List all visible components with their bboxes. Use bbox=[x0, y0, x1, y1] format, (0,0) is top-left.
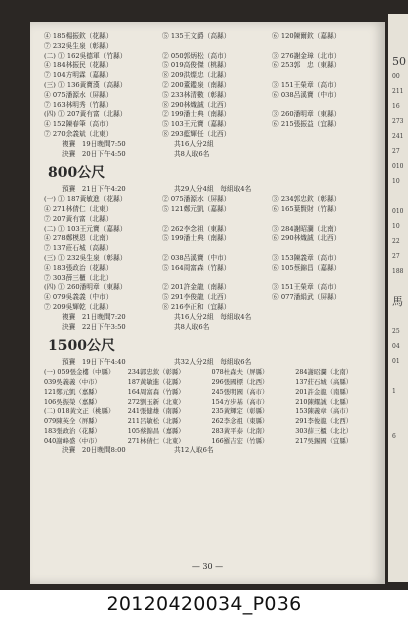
event-heading-800m: 800公尺 bbox=[48, 165, 106, 182]
heat-row bbox=[44, 32, 379, 42]
adjacent-page-fragment: 27 bbox=[392, 148, 400, 155]
heat-row bbox=[44, 130, 379, 140]
adjacent-page-fragment: 01 bbox=[392, 358, 400, 365]
athlete-entry: ④ 183張政治（花縣） bbox=[44, 263, 113, 272]
adjacent-page-fragment: 22 bbox=[392, 238, 400, 245]
athlete-entry: 201許金龍（南縣） bbox=[295, 387, 353, 396]
image-caption: 20120420034_P036 bbox=[106, 593, 302, 615]
round-schedule: 決賽 20日下午4:50 bbox=[62, 149, 126, 158]
adjacent-page-fragment: 10 bbox=[392, 223, 400, 230]
round-schedule: 複賽 21日晚間7:20 bbox=[62, 312, 126, 321]
round-format: 共32人分2組 每組取6名 bbox=[174, 358, 252, 367]
heat-row bbox=[44, 61, 379, 71]
athlete-entry: ⑤ 164周富森（竹縣） bbox=[162, 263, 231, 272]
heat-row bbox=[44, 388, 379, 398]
heat-row bbox=[44, 407, 379, 417]
heat-row bbox=[44, 293, 379, 303]
athlete-entry: ③ 260潘明章（東縣） bbox=[272, 110, 341, 119]
round-info-row bbox=[44, 446, 379, 456]
athlete-entry: ⑤ 291李俊龍（北西） bbox=[162, 293, 231, 302]
athlete-entry: ④ 185楊振欽（花縣） bbox=[44, 32, 113, 40]
athlete-entry: 137莊石城（高縣） bbox=[295, 377, 353, 386]
adjacent-page-fragment: 25 bbox=[392, 328, 400, 335]
heat-row bbox=[44, 368, 379, 378]
heat-row bbox=[44, 274, 379, 284]
athlete-entry: ④ 278鄭模恩（北南） bbox=[44, 234, 113, 243]
athlete-entry: ⑦ 104方明霖（嘉縣） bbox=[44, 71, 113, 80]
athlete-entry: 079陳英全（屏縣） bbox=[44, 417, 101, 426]
athlete-entry: ⑥ 038呂溪寶（中市） bbox=[272, 90, 341, 99]
athlete-entry: ④ 184林振民（花縣） bbox=[44, 61, 113, 70]
section-800m-heats bbox=[44, 195, 379, 313]
heat-row bbox=[44, 437, 379, 447]
athlete-entry: ⑦ 232吳生泉（彰縣） bbox=[44, 41, 113, 50]
athlete-entry bbox=[162, 215, 272, 225]
heat-row bbox=[44, 52, 379, 62]
athlete-entry bbox=[162, 42, 272, 52]
adjacent-page-edge bbox=[388, 14, 408, 582]
athlete-entry: ④ 152陳春筆（高市） bbox=[44, 120, 113, 129]
athlete-entry: 235黃輝定（彰縣） bbox=[211, 407, 269, 416]
heat-row bbox=[44, 120, 379, 130]
athlete-entry: ② 075潘源水（屏縣） bbox=[162, 195, 231, 204]
athlete-entry: ⑧ 293藍輝任（北西） bbox=[162, 129, 231, 138]
athlete-entry: 166羅吉宏（竹縣） bbox=[211, 436, 269, 445]
athlete-entry: 284謝昭瀾（北南） bbox=[295, 368, 353, 377]
adjacent-page-fragment: 010 bbox=[392, 208, 404, 215]
adjacent-page-fragment: 6 bbox=[392, 433, 396, 440]
heat-row bbox=[44, 427, 379, 437]
section-1500m-info2 bbox=[44, 446, 379, 456]
athlete-entry: ② 201許金龍（南縣） bbox=[162, 283, 231, 292]
round-format: 共8人取6名 bbox=[174, 322, 210, 331]
adjacent-page-fragment: 273 bbox=[392, 118, 404, 125]
athlete-entry: (三) ① 232吳生泉（彰縣） bbox=[44, 253, 127, 262]
athlete-entry bbox=[272, 130, 379, 140]
heat-row bbox=[44, 71, 379, 81]
athlete-entry: ⑤ 233林清數（彰縣） bbox=[162, 90, 231, 99]
athlete-entry: ③ 276謝金璋（北市） bbox=[272, 51, 341, 60]
athlete-entry: ④ 079吳義義（中市） bbox=[44, 293, 113, 302]
round-schedule: 預賽 21日下午4:20 bbox=[62, 185, 126, 194]
round-format: 共12人取6名 bbox=[174, 446, 214, 455]
athlete-entry: 271林倩仁（北東） bbox=[127, 436, 185, 445]
heat-row bbox=[44, 110, 379, 120]
athlete-entry: ⑦ 303薛三櫃（北北） bbox=[44, 273, 113, 282]
adjacent-page-fragment: 211 bbox=[392, 88, 404, 95]
heat-row bbox=[44, 91, 379, 101]
round-format: 共16人分2組 每組取4名 bbox=[174, 312, 252, 321]
athlete-entry: ⑧ 290林熾誠（北西） bbox=[162, 100, 231, 109]
athlete-entry bbox=[162, 274, 272, 284]
adjacent-page-fragment: 10 bbox=[392, 178, 400, 185]
athlete-entry: ③ 151王榮章（高市） bbox=[272, 80, 341, 89]
athlete-entry: 164周富森（竹縣） bbox=[127, 387, 185, 396]
athlete-entry: ② 262李念祖（東縣） bbox=[162, 224, 231, 233]
heat-row bbox=[44, 42, 379, 52]
athlete-entry: (四) ① 207黃有富（北縣） bbox=[44, 110, 127, 119]
adjacent-page-fragment: 241 bbox=[392, 133, 404, 140]
athlete-entry: 217吳錫國（宜縣） bbox=[295, 436, 353, 445]
round-info-row bbox=[44, 313, 379, 323]
athlete-entry: ⑤ 103王元寶（嘉縣） bbox=[162, 120, 231, 129]
athlete-entry: 211呂敏松（北縣） bbox=[127, 417, 185, 426]
round-schedule: 決賽 22日下午3:50 bbox=[62, 322, 126, 331]
athlete-entry: 154方步基（高市） bbox=[211, 397, 269, 406]
heat-row bbox=[44, 303, 379, 313]
athlete-entry: 283黃平泰（北南） bbox=[211, 426, 269, 435]
athlete-entry: 272劉玉新（北東） bbox=[127, 397, 185, 406]
athlete-entry: ③ 151王榮章（高市） bbox=[272, 283, 341, 292]
event-heading-1500m: 1500公尺 bbox=[48, 338, 115, 355]
adjacent-page-fragment: 00 bbox=[392, 73, 400, 80]
athlete-entry: 296張國標（北西） bbox=[211, 377, 269, 386]
adjacent-page-fragment: 50 bbox=[392, 55, 406, 68]
athlete-entry: 210陳耀誠（北縣） bbox=[295, 397, 353, 406]
athlete-entry: ⑥ 253郭 忠（東縣） bbox=[272, 61, 341, 70]
page-content bbox=[44, 32, 379, 456]
heat-row bbox=[44, 254, 379, 264]
heat-row bbox=[44, 234, 379, 244]
athlete-entry: (二) ① 162吳德軍（竹縣） bbox=[44, 51, 127, 60]
section-top-info bbox=[44, 140, 379, 160]
athlete-entry: 183張政治（花縣） bbox=[44, 426, 101, 435]
adjacent-page-fragment: 1 bbox=[392, 388, 396, 395]
round-format: 共16人分2組 bbox=[174, 139, 214, 148]
athlete-entry: (二) 018黃文正（桃縣） bbox=[44, 407, 115, 416]
athlete-entry: 187黃敏進（花縣） bbox=[127, 377, 185, 386]
adjacent-page-fragment: 馬 bbox=[392, 295, 403, 308]
athlete-entry: 262李念祖（東縣） bbox=[211, 417, 269, 426]
athlete-entry bbox=[272, 215, 379, 225]
athlete-entry bbox=[272, 71, 379, 81]
round-info-row bbox=[44, 358, 379, 368]
adjacent-page-fragment: 16 bbox=[392, 103, 400, 110]
athlete-entry: 303薛三櫃（北北） bbox=[295, 426, 353, 435]
round-info-row bbox=[44, 150, 379, 160]
athlete-entry: ⑤ 121鄭元凱（嘉縣） bbox=[162, 204, 231, 213]
athlete-entry: (四) ① 260潘明章（東縣） bbox=[44, 283, 127, 292]
heat-row bbox=[44, 205, 379, 215]
athlete-entry: 121鄭元凱（嘉縣） bbox=[44, 387, 101, 396]
athlete-entry: ⑥ 215張振益（宜縣） bbox=[272, 120, 341, 129]
athlete-entry: 241張健雄（南縣） bbox=[127, 407, 185, 416]
athlete-entry: (二) ① 103王元寶（嘉縣） bbox=[44, 224, 127, 233]
athlete-entry: ⑧ 209洪燦忠（北縣） bbox=[162, 71, 231, 80]
heat-row bbox=[44, 378, 379, 388]
athlete-entry: ② 050郭炳松（高市） bbox=[162, 51, 231, 60]
athlete-entry bbox=[272, 274, 379, 284]
section-800m-info bbox=[44, 185, 379, 195]
athlete-entry: 039吳義義（中市） bbox=[44, 377, 101, 386]
athlete-entry: 040謝峰盛（中市） bbox=[44, 436, 101, 445]
adjacent-page-fragment: 04 bbox=[392, 343, 400, 350]
athlete-entry: 105蔡錦昌（嘉縣） bbox=[127, 426, 185, 435]
athlete-entry: ⑤ 199潘士典（南縣） bbox=[162, 234, 231, 243]
athlete-entry: ⑥ 165葉賢財（竹縣） bbox=[272, 204, 341, 213]
athlete-entry: 245張明國（高市） bbox=[211, 387, 269, 396]
athlete-entry bbox=[272, 101, 379, 111]
section-top-heats bbox=[44, 32, 379, 140]
round-info-row bbox=[44, 185, 379, 195]
section-800m-info2 bbox=[44, 313, 379, 333]
athlete-entry: ⑥ 105蔡錦昌（嘉縣） bbox=[272, 263, 341, 272]
athlete-entry: ⑦ 137莊石城（高縣） bbox=[44, 244, 113, 253]
athlete-entry: ⑧ 216李正和（宜縣） bbox=[162, 302, 231, 311]
athlete-entry: ⑦ 209吳輝乾（北縣） bbox=[44, 302, 113, 311]
heat-row bbox=[44, 398, 379, 408]
athlete-entry bbox=[272, 42, 379, 52]
athlete-entry: ③ 234郭忠欽（彰縣） bbox=[272, 195, 341, 204]
page-number: — 30 — bbox=[191, 562, 224, 571]
athlete-entry: ④ 271林倩仁（北東） bbox=[44, 204, 113, 213]
athlete-entry: ④ 075潘源水（屏縣） bbox=[44, 90, 113, 99]
athlete-entry: 234郭忠欽（彰縣） bbox=[127, 368, 185, 377]
heat-row bbox=[44, 283, 379, 293]
round-schedule: 複賽 19日晚間7:50 bbox=[62, 139, 126, 148]
athlete-entry: ② 200董鑑泉（南縣） bbox=[162, 80, 231, 89]
athlete-entry: 078杜森夫（屏縣） bbox=[211, 368, 269, 377]
athlete-entry: ⑤ 019高俊傑（桃縣） bbox=[162, 61, 231, 70]
heat-row bbox=[44, 101, 379, 111]
heat-row bbox=[44, 264, 379, 274]
round-format: 共29人分4組 每組取4名 bbox=[174, 185, 252, 194]
program-page bbox=[30, 22, 385, 584]
athlete-entry: ⑦ 207黃有富（北縣） bbox=[44, 214, 113, 223]
athlete-entry: ③ 284謝昭瀾（北南） bbox=[272, 224, 341, 233]
athlete-entry: (一) ① 187黃敏進（花縣） bbox=[44, 195, 127, 204]
section-1500m-info bbox=[44, 358, 379, 368]
athlete-entry: ⑥ 290林熾誠（北西） bbox=[272, 234, 341, 243]
round-format: 共8人取6名 bbox=[174, 149, 210, 158]
heat-row bbox=[44, 225, 379, 235]
round-schedule: 預賽 19日下午4:40 bbox=[62, 358, 126, 367]
adjacent-page-fragment: 010 bbox=[392, 163, 404, 170]
athlete-entry: ③ 153陳義章（高市） bbox=[272, 253, 341, 262]
heat-row bbox=[44, 81, 379, 91]
heat-row bbox=[44, 244, 379, 254]
athlete-entry bbox=[272, 303, 379, 313]
round-info-row bbox=[44, 140, 379, 150]
heat-row bbox=[44, 417, 379, 427]
athlete-entry: ⑥ 120陳爾欽（嘉縣） bbox=[272, 32, 341, 40]
round-info-row bbox=[44, 323, 379, 333]
heat-row bbox=[44, 215, 379, 225]
athlete-entry: ② 199潘士典（南縣） bbox=[162, 110, 231, 119]
round-schedule: 決賽 20日晚間8:00 bbox=[62, 446, 126, 455]
athlete-entry: (三) ① 136黃寶漢（高縣） bbox=[44, 80, 127, 89]
adjacent-page-fragment: 188 bbox=[392, 268, 404, 275]
athlete-entry: ⑦ 270余義斌（北東） bbox=[44, 129, 113, 138]
athlete-entry: (一) 059張金樓（中縣） bbox=[44, 368, 115, 377]
athlete-entry bbox=[272, 244, 379, 254]
athlete-entry: ⑤ 135王文爵（高縣） bbox=[162, 32, 231, 40]
athlete-entry bbox=[162, 244, 272, 254]
section-1500m-heats bbox=[44, 368, 379, 446]
athlete-entry: 106吳振榮（嘉縣） bbox=[44, 397, 101, 406]
athlete-entry: ⑦ 163林明秀（竹縣） bbox=[44, 100, 113, 109]
athlete-entry: 291李俊龍（北西） bbox=[295, 417, 353, 426]
heat-row bbox=[44, 195, 379, 205]
athlete-entry: ⑥ 077潘絹武（屏縣） bbox=[272, 293, 341, 302]
adjacent-page-fragment: 27 bbox=[392, 253, 400, 260]
athlete-entry: 153陳義章（高市） bbox=[295, 407, 353, 416]
athlete-entry: ② 038呂溪寶（中市） bbox=[162, 253, 231, 262]
